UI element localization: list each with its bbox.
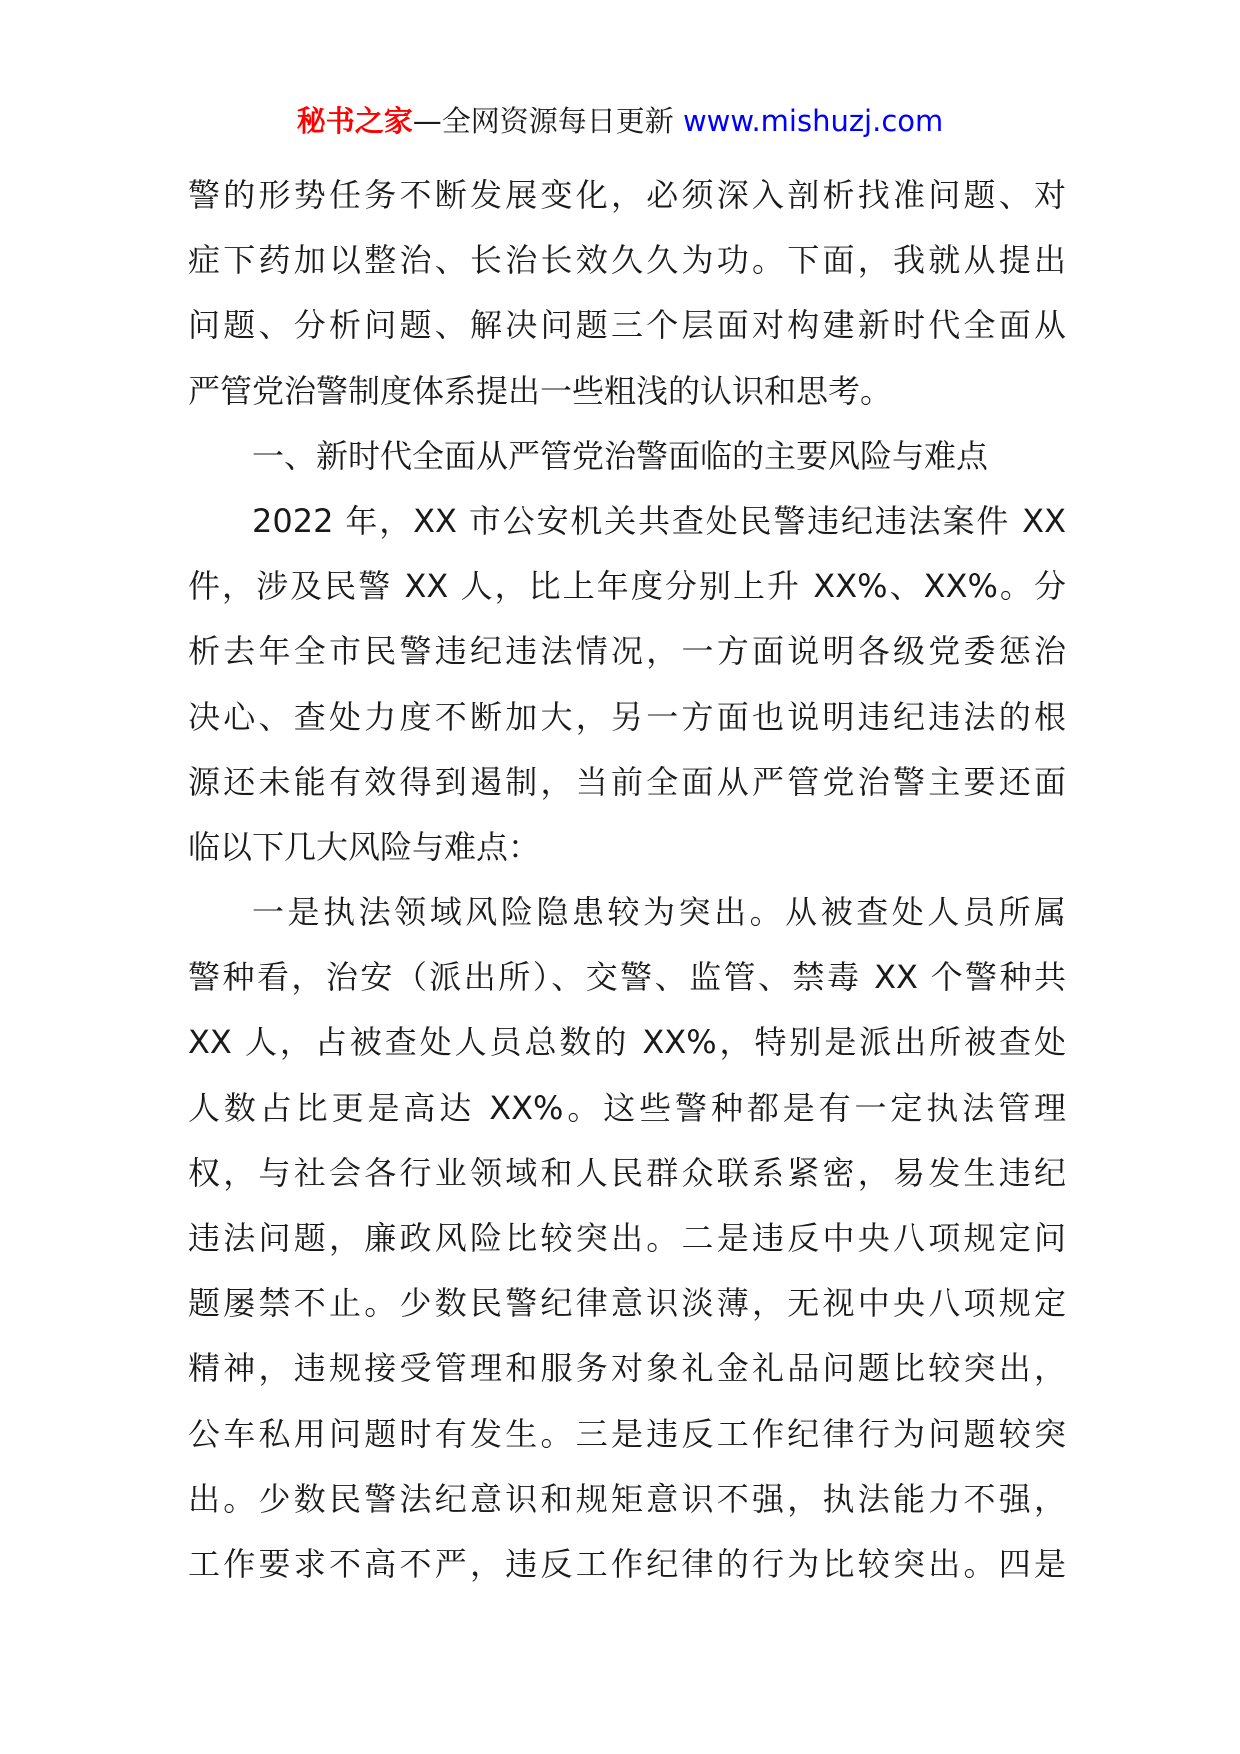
page-header: [0, 101, 1240, 141]
site-url-link[interactable]: www.mishuzj.com: [682, 104, 944, 138]
body-line: 析去年全市民警违纪违法情况，一方面说明各级党委惩治: [188, 632, 1066, 671]
body-line: 工作要求不高不严，违反工作纪律的行为比较突出。四是: [188, 1544, 1066, 1583]
body-line: 决心、查处力度不断加大，另一方面也说明违纪违法的根: [188, 697, 1066, 736]
section-heading: 一、新时代全面从严管党治警面临的主要风险与难点: [252, 436, 989, 475]
body-line: 一是执法领域风险隐患较为突出。从被查处人员所属: [252, 893, 1066, 932]
header-tagline: —全网资源每日更新: [412, 104, 674, 138]
body-line: 严管党治警制度体系提出一些粗浅的认识和思考。: [188, 371, 893, 410]
body-line: 警种看，治安（派出所）、交警、监管、禁毒 XX 个警种共: [188, 958, 1066, 997]
body-line: 出。少数民警法纪意识和规矩意识不强，执法能力不强，: [188, 1479, 1066, 1518]
body-line: 公车私用问题时有发生。三是违反工作纪律行为问题较突: [188, 1414, 1066, 1453]
body-line: 源还未能有效得到遏制，当前全面从严管党治警主要还面: [188, 762, 1066, 801]
body-line: 问题、分析问题、解决问题三个层面对构建新时代全面从: [188, 306, 1066, 345]
body-line: 临以下几大风险与难点：: [188, 827, 541, 866]
body-line: 症下药加以整治、长治长效久久为功。下面，我就从提出: [188, 241, 1066, 280]
body-line: 件，涉及民警 XX 人，比上年度分别上升 XX%、XX%。分: [188, 567, 1066, 606]
body-line: XX 人，占被查处人员总数的 XX%，特别是派出所被查处: [188, 1023, 1066, 1062]
document-body: [188, 163, 1066, 1597]
body-line: 2022 年，XX 市公安机关共查处民警违纪违法案件 XX: [252, 501, 1066, 540]
body-line: 警的形势任务不断发展变化，必须深入剖析找准问题、对: [188, 176, 1066, 214]
body-line: 精神，违规接受管理和服务对象礼金礼品问题比较突出，: [188, 1349, 1066, 1388]
body-line: 违法问题，廉政风险比较突出。二是违反中央八项规定问: [188, 1219, 1066, 1257]
body-line: 权，与社会各行业领域和人民群众联系紧密，易发生违纪: [188, 1153, 1066, 1192]
body-line: 题屡禁不止。少数民警纪律意识淡薄，无视中央八项规定: [188, 1284, 1066, 1323]
brand-name: 秘书之家: [296, 104, 413, 138]
body-line: 人数占比更是高达 XX%。这些警种都是有一定执法管理: [188, 1088, 1066, 1127]
